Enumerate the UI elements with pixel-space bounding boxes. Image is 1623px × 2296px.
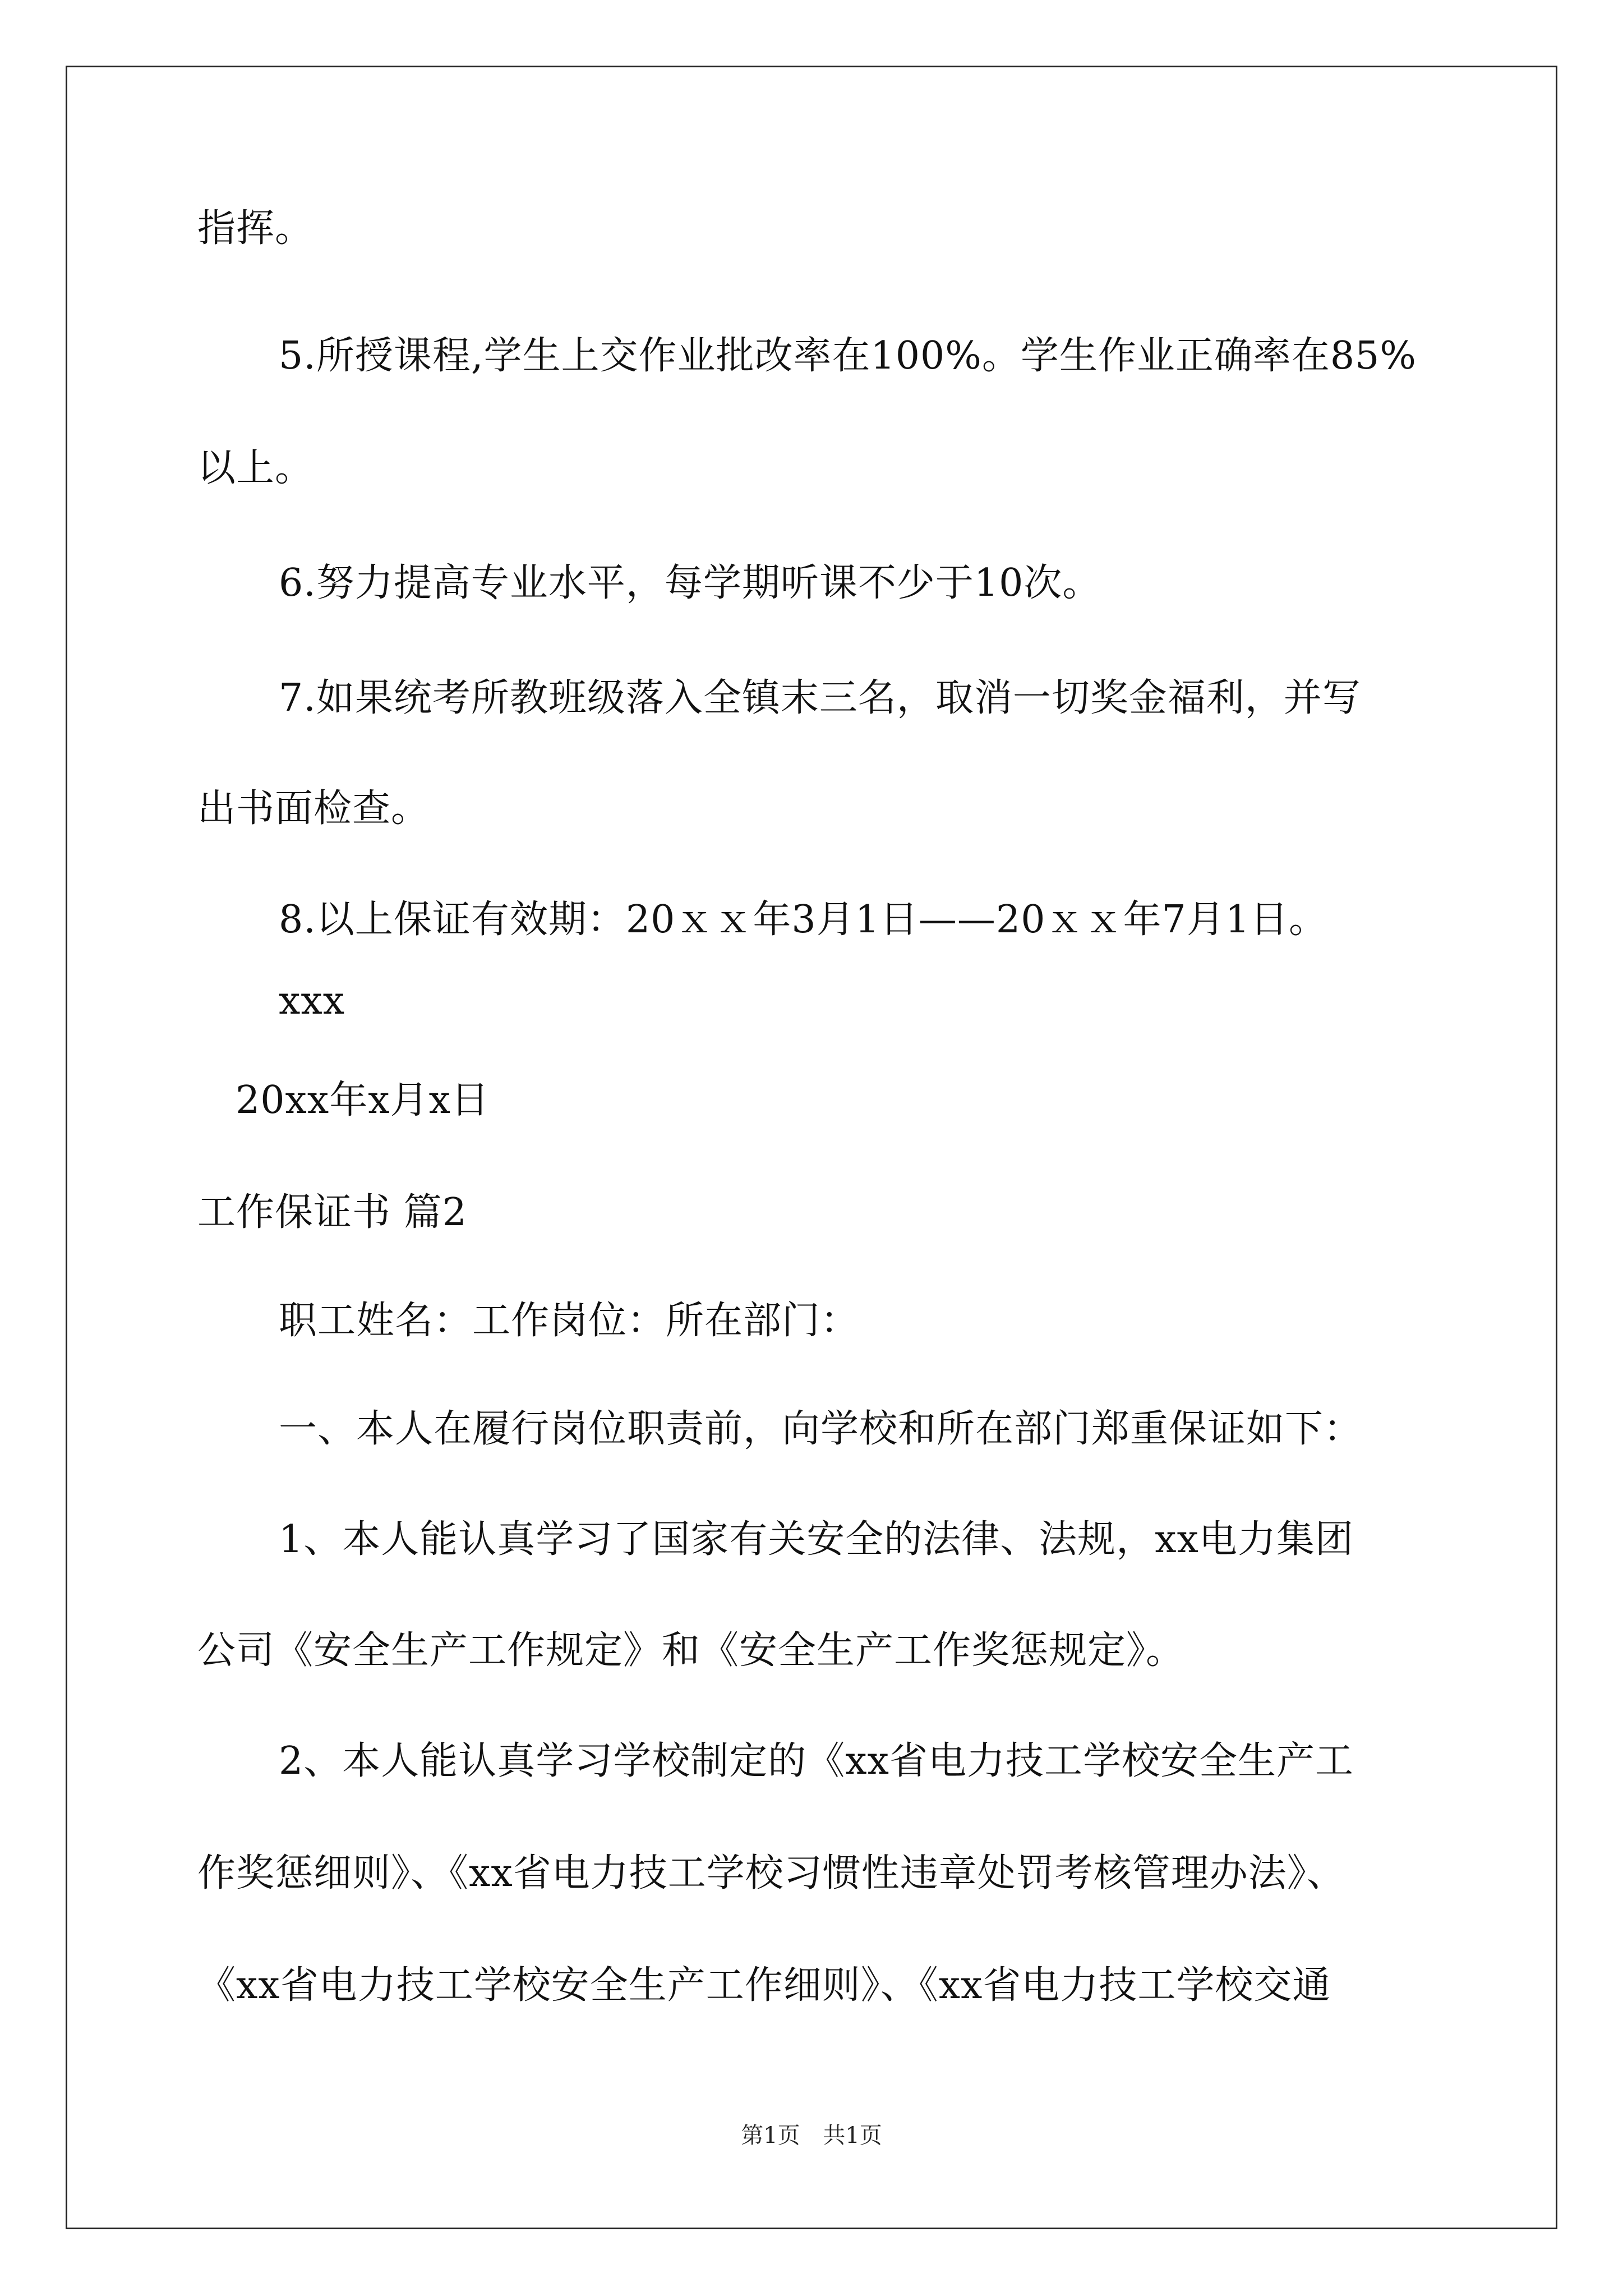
- page-total: 共1页: [823, 2123, 882, 2148]
- page-border: [66, 66, 1557, 2229]
- text-line-5: 7.如果统考所教班级落入全镇末三名，取消一切奖金福利，并写: [279, 676, 1361, 720]
- text-line-14: 公司《安全生产工作规定》和《安全生产工作奖惩规定》。: [197, 1628, 1185, 1673]
- signature-date: 20xx年x月x日: [236, 1078, 490, 1122]
- signature-name: xxx: [279, 979, 345, 1023]
- text-line-16: 作奖惩细则》、《xx省电力技工学校习惯性违章处罚考核管理办法》、: [197, 1851, 1345, 1895]
- text-line-12: 一、本人在履行岗位职责前，向学校和所在部门郑重保证如下：: [279, 1407, 1363, 1451]
- section-heading: 工作保证书 篇2: [197, 1190, 467, 1235]
- text-line-11: 职工姓名：工作岗位：所在部门：: [279, 1299, 860, 1343]
- text-line-13: 1、本人能认真学习了国家有关安全的法律、法规，xx电力集团: [279, 1517, 1354, 1562]
- text-line-17: 《xx省电力技工学校安全生产工作细则》、《xx省电力技工学校交通: [197, 1963, 1331, 2008]
- text-line-6: 出书面检查。: [197, 786, 430, 831]
- text-line-7: 8.以上保证有效期：20ｘｘ年3月1日——20ｘｘ年7月1日。: [279, 898, 1327, 942]
- text-line-3: 以上。: [197, 446, 314, 490]
- page-footer: [0, 2122, 1623, 2150]
- text-line-2: 5.所授课程,学生上交作业批改率在100%。学生作业正确率在85%: [279, 334, 1417, 378]
- page-number: 第1页: [741, 2123, 800, 2148]
- text-line-1: 指挥。: [197, 206, 314, 251]
- text-line-15: 2、本人能认真学习学校制定的《xx省电力技工学校安全生产工: [279, 1739, 1354, 1783]
- text-line-4: 6.努力提高专业水平，每学期听课不少于10次。: [279, 561, 1101, 605]
